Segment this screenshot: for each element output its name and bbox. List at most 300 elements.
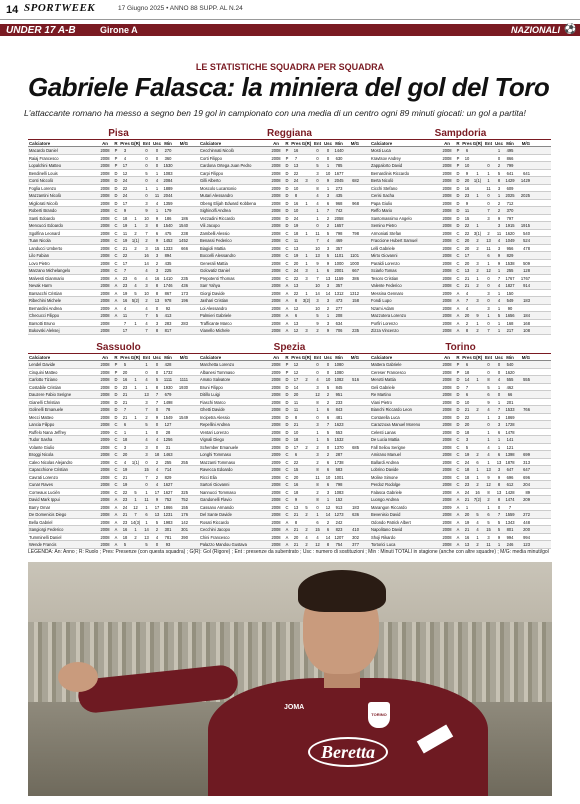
table-cell: 186	[164, 215, 172, 221]
table-cell: 1540	[178, 223, 188, 228]
table-cell: 1	[487, 437, 490, 442]
table-cell: C	[114, 260, 118, 266]
table-cell: 3	[497, 467, 501, 472]
table-cell: 1	[487, 170, 490, 176]
table-cell	[130, 451, 141, 458]
table-cell: 2008	[442, 467, 452, 472]
table-cell: 2008	[442, 452, 452, 457]
table-cell: 1429	[505, 178, 515, 183]
table-cell: 5	[476, 512, 479, 517]
table-cell: Del Sante Davide	[200, 512, 232, 517]
table-cell: 18	[122, 534, 128, 540]
table-cell: Boccelli Alessandro	[200, 253, 236, 258]
table-cell: 2008	[100, 497, 110, 502]
table-cell	[174, 466, 188, 473]
table-cell	[174, 451, 188, 458]
table-cell: 2008	[100, 467, 110, 472]
table-row	[370, 170, 551, 178]
table-cell: 2008	[442, 208, 452, 213]
table-cell: Ghetti Davide	[200, 407, 225, 412]
table-cell: 11	[486, 185, 491, 191]
table-cell: Lopalchini Matteo	[29, 163, 62, 168]
table-row	[370, 162, 551, 170]
table-cell: Sciarlo Tomas	[371, 268, 397, 273]
table-cell: 357	[335, 245, 343, 251]
table-cell: Dauzere Fabio Serigne	[29, 392, 72, 397]
table-cell: 5	[497, 527, 501, 532]
table-cell: 5	[497, 170, 501, 176]
table-cell: 1	[487, 414, 490, 420]
table-cell: 13	[496, 489, 502, 495]
table-cell	[516, 147, 530, 154]
table-cell	[174, 147, 188, 154]
table-cell: 2	[155, 459, 159, 465]
table-cell: Albanesi Tommaso	[200, 369, 235, 375]
table-cell	[301, 155, 312, 162]
table-row	[28, 170, 209, 178]
table-cell: 1428	[505, 489, 515, 495]
table-cell: 5	[326, 230, 330, 236]
table-cell: P	[114, 362, 118, 367]
table-cell: 1312	[349, 290, 359, 296]
table-cell: 2044	[163, 193, 173, 198]
table-cell: 0	[316, 504, 319, 510]
table-cell: 3	[497, 422, 501, 427]
table-cell: 235	[181, 275, 188, 281]
table-cell: 1	[316, 215, 319, 221]
table-cell: 2008	[442, 437, 452, 442]
table-cell: 7	[465, 298, 469, 303]
table-cell	[516, 384, 530, 391]
column-header: G(R)	[472, 355, 483, 360]
table-cell: A	[285, 519, 289, 525]
table-cell: 16	[464, 534, 470, 540]
table-cell: 0	[316, 362, 319, 367]
table-cell: Capacchione Cristian	[29, 467, 68, 472]
table-cell: Giorgi Davide	[200, 290, 225, 296]
table-cell: 235	[352, 328, 359, 333]
table-cell: 14	[144, 527, 149, 532]
table-cell: Mattera Gabriele	[371, 362, 402, 367]
table-cell	[345, 481, 359, 488]
table-row	[28, 200, 209, 208]
table-cell: 19	[122, 223, 128, 228]
table-cell: 2009	[100, 429, 110, 435]
legend: LEGENDA: An: Anno ; R: Ruolo ; Pres: Presenze (con questa squadra) ; G(R): Gol (Rigore) ; Ent : presenze da subentrato ; Usc : numero di sostituzioni ; Min : Minuti TOTALI in stagione (anche con altre squadre) ; M/G: media minuti/gol	[28, 549, 549, 555]
table-cell: 1	[487, 459, 490, 465]
table-cell: Porfiri Lorenzo	[371, 320, 398, 326]
table-cell: 4	[123, 305, 127, 311]
table-cell: C	[456, 482, 460, 487]
team-name: Sampdoria	[370, 128, 551, 140]
table-cell: 1	[134, 320, 137, 326]
table-cell	[130, 177, 141, 184]
table-cell: 2008	[271, 290, 281, 296]
column-header: R	[114, 141, 118, 146]
table-cell: Lelli Gabriele	[371, 245, 395, 251]
table-cell	[301, 481, 312, 488]
table-row	[370, 399, 551, 407]
table-cell: Falasca Gabriele	[371, 489, 402, 495]
table-cell: 7	[145, 407, 148, 412]
table-cell: 3	[305, 275, 308, 281]
table-cell: Paraldi Lorenzo	[371, 260, 400, 266]
table-cell	[516, 429, 530, 436]
table-row	[28, 282, 209, 290]
table-cell: 9	[497, 474, 501, 480]
table-cell: 3	[145, 283, 148, 288]
table-row	[199, 237, 380, 245]
table-cell: C	[456, 283, 460, 288]
table-cell: 1452	[178, 238, 188, 243]
table-cell: D	[114, 399, 118, 405]
table-cell: 2008	[442, 320, 452, 326]
table-cell: 1	[155, 185, 159, 191]
table-cell: 0	[145, 148, 148, 153]
table-cell: 2008	[442, 489, 452, 495]
table-cell: 968	[352, 200, 359, 206]
table-cell: 1256	[163, 437, 173, 442]
table-cell	[301, 305, 312, 312]
table-cell: Molise Simone	[371, 474, 398, 480]
table-cell: 2008	[100, 260, 110, 266]
table-cell	[301, 192, 312, 199]
table-cell	[301, 496, 312, 503]
table-cell: 21	[464, 527, 470, 532]
table-cell: 21	[464, 275, 470, 281]
table-cell: 2008	[271, 208, 281, 213]
table-row	[28, 444, 209, 452]
table-cell: 2	[326, 519, 330, 525]
table-cell: P	[114, 148, 118, 153]
table-cell: 0	[155, 305, 159, 311]
table-cell: Mencucci Edoardo	[29, 223, 63, 228]
table-cell: 1	[134, 527, 137, 532]
table-cell: 18	[464, 429, 470, 435]
table-cell: 6	[497, 429, 501, 435]
table-cell: 15	[486, 527, 491, 532]
table-row	[199, 155, 380, 163]
table-cell: A	[114, 504, 118, 510]
table-cell: Sartori Giovanni	[200, 482, 230, 487]
table-cell: 4	[476, 527, 479, 532]
table-cell: 3	[497, 223, 501, 228]
table-cell: 9	[497, 215, 501, 221]
table-cell: 1532	[334, 437, 344, 442]
table-cell: C	[456, 452, 460, 457]
table-cell: 2008	[271, 238, 281, 243]
table-cell: 141	[506, 437, 514, 442]
table-row	[28, 147, 209, 155]
table-cell: D	[114, 414, 118, 420]
table-cell: 2	[476, 407, 479, 412]
column-header: Usc	[323, 355, 333, 360]
table-cell	[345, 162, 359, 169]
table-cell: 1983	[163, 519, 173, 525]
table-cell: Golinelli Emanuele	[29, 407, 64, 412]
table-cell: Incipetra Alessio	[200, 414, 230, 420]
table-row	[199, 282, 380, 290]
table-cell: 2	[326, 392, 330, 397]
table-cell	[174, 177, 188, 184]
table-cell: 20	[122, 369, 128, 375]
table-cell: 31	[165, 444, 171, 450]
column-header: Ent	[142, 355, 151, 360]
table-cell: 11	[293, 238, 299, 243]
table-cell: 9	[487, 399, 490, 405]
table-cell: 3	[155, 320, 159, 326]
table-cell: 22	[464, 223, 470, 228]
table-cell: 20	[293, 260, 299, 266]
table-cell: D	[285, 193, 289, 198]
table-cell: 20	[293, 474, 299, 480]
table-cell: 204	[523, 482, 530, 487]
table-cell: 9	[316, 260, 319, 266]
table-row	[28, 519, 209, 527]
table-cell	[472, 369, 483, 376]
table-cell: 2008	[442, 230, 452, 236]
table-cell	[472, 252, 483, 259]
table-cell: 8	[294, 298, 298, 303]
table-cell: P	[456, 155, 460, 161]
table-cell: 3	[145, 444, 148, 450]
player-icon: ⚽	[564, 24, 577, 35]
table-cell: 3(2)	[302, 298, 311, 303]
table-cell: 1083	[163, 170, 173, 176]
table-cell: 2008	[271, 362, 281, 367]
table-row	[28, 391, 209, 399]
table-cell: 4	[487, 444, 490, 450]
table-cell: 3	[487, 305, 490, 311]
table-cell: D	[285, 422, 289, 427]
table-cell: Longhi Tommaso	[200, 452, 232, 457]
table-cell: Nannucci Tommaso	[200, 489, 236, 495]
table-cell: 283	[164, 320, 172, 326]
table-cell	[345, 305, 359, 312]
table-cell: C	[285, 482, 289, 487]
table-row	[28, 429, 209, 437]
table-cell: 5	[316, 163, 319, 168]
table-cell	[301, 222, 312, 229]
table-cell: D	[285, 384, 289, 390]
table-cell: 2	[497, 208, 501, 213]
table-cell: 18	[122, 215, 128, 221]
table-cell: 13	[154, 298, 160, 303]
table-cell: 0	[487, 369, 490, 375]
table-cell: 2009	[271, 452, 281, 457]
table-cell: 1	[487, 260, 490, 266]
table-cell: 1	[326, 497, 330, 502]
table-cell: 1	[476, 534, 479, 540]
table-cell: 4	[316, 193, 319, 198]
table-cell: 1	[497, 384, 501, 390]
table-cell: 1738	[334, 459, 344, 465]
table-cell: 994	[506, 534, 514, 540]
table-cell: D	[285, 407, 289, 412]
table-row	[370, 369, 551, 377]
table-cell: 128	[523, 268, 530, 273]
table-cell	[130, 429, 141, 436]
table-cell: 2008	[100, 527, 110, 532]
table-cell: P	[114, 369, 118, 375]
table-cell: 21	[293, 512, 299, 517]
team-name: Reggiana	[199, 128, 380, 140]
table-cell: 1231	[163, 512, 173, 517]
table-cell: 1	[497, 305, 501, 311]
column-header: Ent	[142, 141, 151, 146]
table-cell: 233	[335, 399, 343, 405]
table-cell: 255	[164, 459, 172, 465]
table-header	[199, 140, 380, 147]
table-cell: 2008	[100, 459, 110, 465]
article-kicker: LE STATISTICHE SQUADRA PER SQUADRA	[195, 62, 385, 72]
table-cell	[472, 147, 483, 154]
table-cell: 0	[487, 275, 490, 281]
table-cell	[174, 391, 188, 398]
table-cell: 196	[181, 298, 188, 303]
table-cell: 5	[497, 313, 501, 318]
table-cell: C	[285, 275, 289, 281]
table-cell: 799	[506, 163, 514, 168]
table-cell: 2008	[100, 268, 110, 273]
table-cell: 8	[316, 482, 319, 487]
table-cell: Benassi Federico	[200, 238, 232, 243]
table-cell: 2008	[442, 407, 452, 412]
table-cell: 183	[523, 298, 530, 303]
table-cell: 0	[316, 148, 319, 153]
table-cell: 1	[134, 223, 137, 228]
table-cell: 4	[145, 320, 148, 326]
table-cell	[130, 444, 141, 451]
table-cell: 6	[465, 362, 469, 367]
table-cell: 8	[155, 290, 159, 296]
table-cell: C	[285, 489, 289, 495]
table-cell: C	[285, 238, 289, 243]
table-cell: 10	[464, 155, 470, 161]
table-cell: 22	[293, 290, 299, 296]
table-cell: 473	[335, 298, 343, 303]
table-cell: 2008	[100, 208, 110, 213]
table-cell: D	[456, 215, 460, 221]
table-cell: 2008	[442, 414, 452, 420]
table-cell: Cinquini Matteo	[29, 369, 58, 375]
table-cell: 1930	[163, 384, 173, 390]
table-row	[28, 489, 209, 497]
table-row	[28, 459, 209, 467]
table-cell: 2008	[442, 305, 452, 311]
column-header: Usc	[494, 141, 504, 146]
table-row	[199, 312, 380, 320]
table-cell: Sarr Yahya	[200, 283, 221, 288]
table-cell: 7	[145, 328, 148, 333]
table-cell	[301, 406, 312, 413]
table-cell: 2	[326, 305, 330, 311]
table-cell: 0	[487, 193, 490, 198]
table-cell: 1	[326, 313, 330, 318]
table-cell	[130, 474, 141, 481]
table-row	[199, 297, 380, 305]
section-label: UNDER 17 A-B	[6, 25, 76, 36]
table-cell: 12	[293, 369, 299, 375]
table-cell: 17	[122, 200, 128, 206]
table-cell: 2008	[442, 422, 452, 427]
table-cell: 2008	[442, 298, 452, 303]
table-cell	[345, 451, 359, 458]
table-cell: 12	[293, 305, 299, 311]
table-cell: 246	[506, 542, 514, 547]
table-cell: Repellini Andrea	[200, 422, 230, 427]
table-row	[199, 200, 380, 208]
player-photo	[28, 562, 552, 796]
table-cell: 186	[181, 215, 188, 221]
table-cell: 5	[123, 362, 127, 367]
table-cell: 3	[305, 178, 308, 183]
table-cell: 540	[506, 362, 514, 367]
table-body	[370, 147, 551, 335]
table-cell	[301, 466, 312, 473]
table-cell: 3	[145, 452, 148, 457]
table-row	[370, 320, 551, 328]
table-row	[28, 414, 209, 422]
table-row	[199, 511, 380, 519]
table-cell: 225	[164, 268, 172, 273]
table-cell	[516, 361, 530, 368]
table-cell: 2	[145, 298, 148, 303]
table-cell: 9	[497, 253, 501, 258]
table-cell	[174, 200, 188, 207]
table-cell: 22	[122, 489, 128, 495]
table-cell: 4	[145, 268, 148, 273]
table-cell: 1	[134, 384, 137, 390]
table-cell	[472, 215, 483, 222]
table-cell: D	[114, 200, 118, 206]
table-cell: 2008	[271, 163, 281, 168]
table-cell	[301, 436, 312, 443]
table-cell: A	[114, 542, 118, 547]
table-cell: 2008	[442, 253, 452, 258]
table-cell: 4	[155, 437, 159, 442]
table-cell: 2008	[271, 474, 281, 480]
table-row	[370, 245, 551, 253]
table-cell: 238	[181, 230, 188, 236]
table-cell: 1915	[520, 223, 530, 228]
table-cell	[345, 466, 359, 473]
table-cell: 7	[145, 230, 148, 236]
table-cell: 18	[293, 489, 299, 495]
table-cell: 1	[476, 170, 479, 176]
table-cell: 2	[497, 200, 501, 206]
table-cell: 313	[523, 459, 530, 465]
table-cell: 1728	[505, 422, 515, 427]
table-cell: 13	[144, 392, 149, 397]
table-cell: 2008	[100, 230, 110, 236]
table-cell: 370	[506, 208, 514, 213]
table-cell: 1(1)	[131, 238, 140, 243]
table-cell: 301	[181, 527, 188, 532]
table-row	[370, 192, 551, 200]
column-header: Min	[164, 355, 172, 360]
table-cell: 22	[464, 230, 470, 236]
table-cell: 7	[134, 512, 137, 517]
table-cell: 1	[487, 313, 490, 318]
table-cell: 3	[145, 200, 148, 206]
table-cell: C	[114, 459, 118, 465]
table-cell: 469	[335, 238, 343, 243]
table-cell: Marangon Riccardo	[371, 504, 407, 510]
table-cell: 7	[155, 392, 159, 397]
table-cell	[112, 320, 120, 327]
table-cell: 13	[293, 504, 299, 510]
